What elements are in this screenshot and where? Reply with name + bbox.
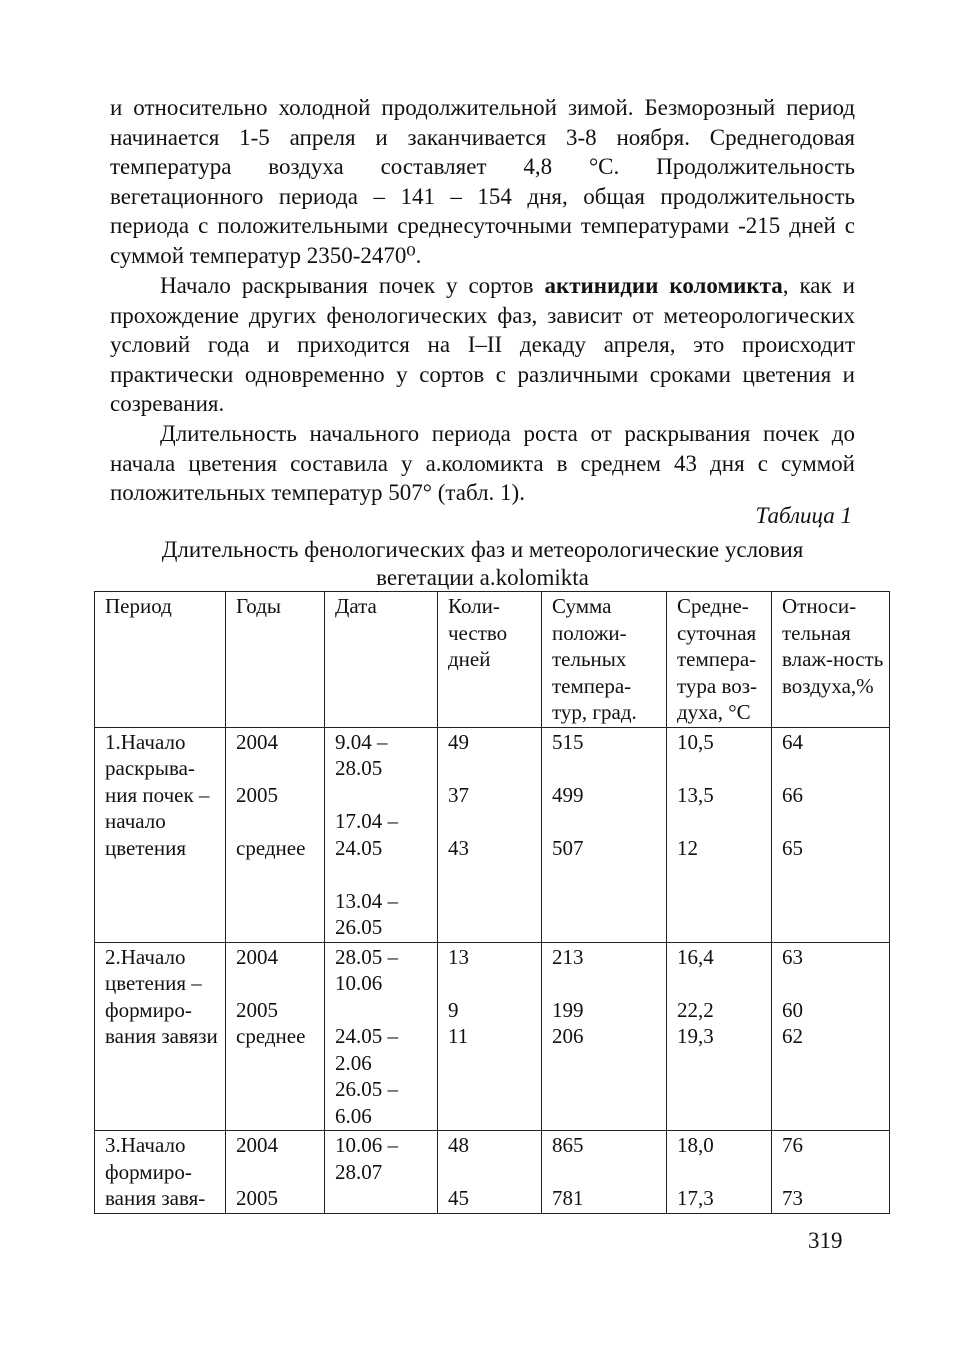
cell-spacer (335, 997, 437, 1024)
table-caption-line-1: Длительность фенологических фаз и метеорологические условия (161, 537, 804, 562)
cell-spacer (448, 755, 541, 782)
table-label: Таблица 1 (755, 503, 852, 528)
cell-spacer (552, 808, 666, 835)
paragraph-1: и относительно холодной продолжительной зимой. Безморозный период начинается 1-5 апреля и заканчивается 3-8 ноября. Среднегодовая температура воздуха составляет 4,8 °С. Продолжительность вегетационного периода – 141 – 154 дня, общая продолжительность периода с положительными среднесуточными температурами -215 дней с суммой температур 2350-2470⁰. (110, 95, 855, 268)
cell-line: 76 (782, 1133, 803, 1157)
cell-line: 66 (782, 782, 803, 807)
phenology-table (94, 591, 890, 1214)
header-mean-temperature: Средне-суточная темпера-тура воз-духа, °С (667, 592, 772, 728)
cell-line: 43 (448, 835, 469, 860)
cell-line: 515 (552, 729, 584, 754)
cell-spacer (677, 808, 771, 835)
cell-line: 45 (448, 1186, 469, 1210)
page-number: 319 (808, 1228, 843, 1253)
cell-spacer (552, 755, 666, 782)
cell-spacer (782, 970, 889, 997)
table-body (95, 727, 890, 1213)
cell-mean-temperature (667, 1131, 772, 1214)
cell-line: 60 (782, 997, 803, 1022)
cell-period: 1.Начало раскрыва-ния почек – начало цветения (95, 727, 226, 942)
cell-spacer (552, 970, 666, 997)
cell-line: 9.04 – (335, 729, 388, 754)
cell-humidity (772, 1131, 890, 1214)
cell-spacer (677, 1159, 771, 1186)
cell-line: 17,3 (677, 1186, 714, 1210)
cell-sum-temperatures (542, 727, 667, 942)
table-header-row (95, 592, 890, 728)
cell-spacer (335, 782, 437, 809)
cell-spacer (448, 1159, 541, 1186)
cell-line: 9 (448, 997, 459, 1022)
cell-line: 13,5 (677, 782, 714, 807)
cell-line: 48 (448, 1133, 469, 1157)
paragraph-3-text: Длительность начального периода роста от раскрывания почек до начала цветения составила у а.коломикта в среднем 43 дня с суммой положительных температур 507° (табл. 1). (110, 421, 855, 505)
cell-dates (325, 727, 438, 942)
cell-spacer (782, 808, 889, 835)
cell-humidity (772, 727, 890, 942)
cell-line: 64 (782, 729, 803, 754)
cell-spacer (448, 808, 541, 835)
header-sum-temperatures: Сумма положи-тельных темпера-тур, град. (542, 592, 667, 728)
paragraph-2 (110, 271, 855, 419)
cell-days (438, 942, 542, 1131)
cell-sum-temperatures (542, 1131, 667, 1214)
cell-years (226, 942, 325, 1131)
cell-spacer (677, 970, 771, 997)
header-humidity: Относи-тельная влаж-ность воздуха,% (772, 592, 890, 728)
cell-spacer (552, 1159, 666, 1186)
paragraph-2-end: , как и прохождение других фенологических фаз, зависит от метеорологических условий года и приходится на I–II декаду апреля, это происходит практически одновременно у сортов с различными сроками цветения и созревания. (110, 273, 855, 416)
table-caption (110, 536, 855, 592)
cell-line: 28.05 (335, 756, 383, 780)
cell-line: 2004 (236, 944, 278, 969)
cell-period: 2.Начало цветения – формиро-вания завязи (95, 942, 226, 1131)
cell-line: 507 (552, 835, 584, 860)
table-caption-line-2: вегетации a.kolomikta (376, 565, 589, 590)
header-date: Дата (325, 592, 438, 728)
cell-line: 2005 (236, 1186, 278, 1210)
cell-line: 213 (552, 944, 584, 969)
paragraph-2-start: Начало раскрывания почек у сортов (160, 273, 545, 298)
cell-line: 206 (552, 1024, 584, 1048)
table-row (95, 942, 890, 1131)
cell-line: 2005 (236, 782, 278, 807)
cell-line: 13.04 – (335, 888, 398, 913)
cell-line: среднее (236, 835, 306, 860)
cell-days (438, 727, 542, 942)
cell-line: 26.05 – (335, 1077, 398, 1101)
cell-line: 12 (677, 835, 698, 860)
cell-line: 11 (448, 1024, 469, 1048)
cell-line: 2004 (236, 729, 278, 754)
cell-line: 10.06 (335, 971, 383, 995)
cell-spacer (677, 755, 771, 782)
cell-line: 499 (552, 782, 584, 807)
cell-line: 26.05 (335, 915, 383, 939)
cell-years (226, 727, 325, 942)
cell-spacer (236, 970, 324, 997)
cell-line: 13 (448, 944, 469, 969)
cell-spacer (236, 808, 324, 835)
cell-line: 65 (782, 835, 803, 860)
cell-line: 17.04 – (335, 809, 398, 833)
cell-line: 16,4 (677, 944, 714, 969)
table-row (95, 1131, 890, 1214)
cell-line: 10,5 (677, 729, 714, 754)
cell-spacer (448, 970, 541, 997)
cell-line: 199 (552, 997, 584, 1022)
cell-line: 24.05 (335, 835, 383, 860)
cell-line: 10.06 – (335, 1133, 398, 1157)
cell-humidity (772, 942, 890, 1131)
cell-years (226, 1131, 325, 1214)
cell-line: среднее (236, 1024, 306, 1048)
cell-spacer (782, 1159, 889, 1186)
cell-line: 37 (448, 782, 469, 807)
cell-spacer (236, 755, 324, 782)
table-row (95, 727, 890, 942)
cell-spacer (782, 755, 889, 782)
header-days: Коли-чество дней (438, 592, 542, 728)
cell-period: 3.Начало формиро-вания завя- (95, 1131, 226, 1214)
cell-line: 22,2 (677, 997, 714, 1022)
cell-dates (325, 942, 438, 1131)
cell-sum-temperatures (542, 942, 667, 1131)
paragraph-2-bold-term: актинидии коломикта (544, 273, 783, 298)
cell-line: 865 (552, 1133, 584, 1157)
header-period: Период (95, 592, 226, 728)
cell-spacer (236, 1159, 324, 1186)
header-years: Годы (226, 592, 325, 728)
cell-line: 28.07 (335, 1159, 383, 1184)
cell-mean-temperature (667, 942, 772, 1131)
cell-spacer (335, 861, 437, 888)
cell-line: 19,3 (677, 1024, 714, 1048)
cell-line: 781 (552, 1186, 584, 1210)
cell-line: 28.05 – (335, 944, 398, 969)
cell-line: 63 (782, 944, 803, 969)
cell-line: 2005 (236, 997, 278, 1022)
cell-line: 2.06 (335, 1050, 372, 1075)
cell-line: 24.05 – (335, 1024, 398, 1048)
cell-days (438, 1131, 542, 1214)
cell-line: 62 (782, 1024, 803, 1048)
paragraph-3 (110, 419, 855, 508)
cell-line: 73 (782, 1186, 803, 1210)
cell-dates (325, 1131, 438, 1214)
cell-line: 18,0 (677, 1133, 714, 1157)
cell-line: 6.06 (335, 1103, 372, 1128)
cell-line: 2004 (236, 1133, 278, 1157)
cell-mean-temperature (667, 727, 772, 942)
cell-line: 49 (448, 729, 469, 754)
